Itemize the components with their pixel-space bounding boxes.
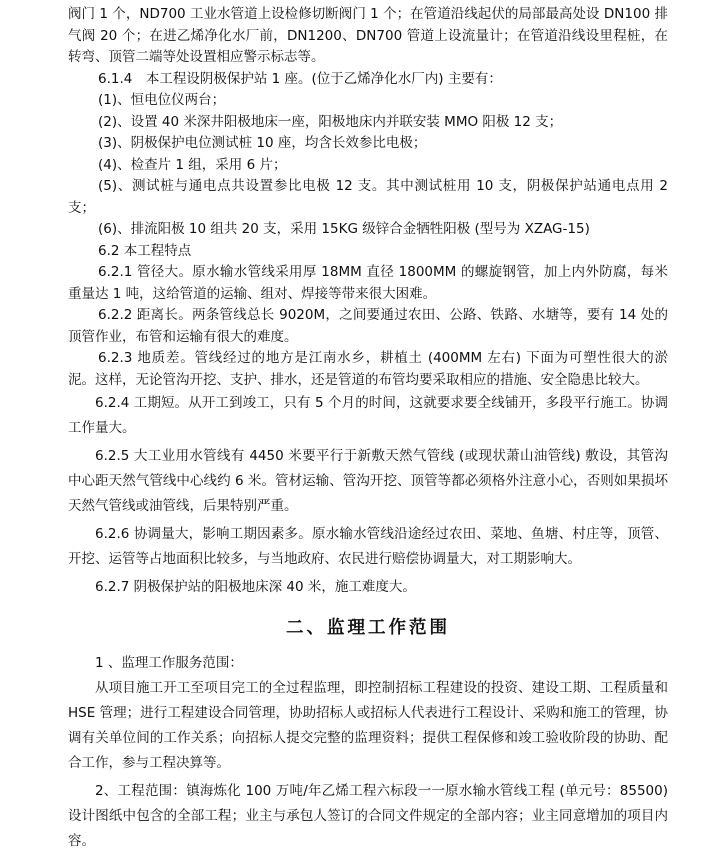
paragraph-6-2-2: 6.2.2 距离长。两条管线总长 9020M，之间要通过农田、公路、铁路、水塘等，要有 14 处的顶管作业，布管和运输有很大的难度。 [68, 307, 668, 345]
paragraph-valves: 阀门 1 个，ND700 工业水管道上设检修切断阀门 1 个；在管道沿线起伏的局部最高处设 DN100 排气阀 20 个；在进乙烯净化水厂前，DN1200、DN700 管道上设流量计；在管道沿线设里程桩，在转弯、顶管二端等处设置相应警示标志等。 [68, 6, 668, 65]
paragraph-6-2-7: 6.2.7 阴极保护站的阳极地床深 40 米，施工难度大。 [95, 579, 416, 595]
paragraph-6-2-6: 6.2.6 协调量大，影响工期因素多。原水输水管线沿途经过农田、菜地、鱼塘、村庄等，顶管、开挖、运管等占地面积比较多，与当地政府、农民进行赔偿协调量大，对工期影响大。 [68, 526, 668, 567]
list-item-1: (1)、恒电位仪两台； [98, 92, 226, 108]
list-item-5: (5)、测试桩与通电点共设置参比电极 12 支。其中测试桩用 10 支，阴极保护站通电点用 2 支； [68, 178, 668, 216]
list-item-6: (6)、排流阳极 10 组共 20 支，采用 15KG 级锌合金牺牲阳极 (型号为 XZAG-15) [98, 221, 590, 237]
section-heading: 二、监理工作范围 [286, 618, 450, 638]
paragraph-6-2-3: 6.2.3 地质差。管线经过的地方是江南水乡，耕植土 (400MM 左右) 下面为可塑性很大的淤泥。这样，无论管沟开挖、支护、排水，还是管道的布管均要采取相应的措施、安全隐患比较大。 [68, 350, 668, 388]
list-item-4: (4)、检查片 1 组，采用 6 片； [98, 156, 287, 173]
paragraph-6-2-5: 6.2.5 大工业用水管线有 4450 米要平行于新敷天然气管线 (或现状萧山油管线) 敷设，其管沟中心距天然气管线中心线约 6 米。管材运输、管沟开挖、顶管等都必须格外注意小心，否则如果损坏天然气管线或油管线，后果特别严重。 [68, 448, 668, 514]
scope-label: 1 、监理工作服务范围： [95, 655, 243, 671]
paragraph-6-2-4: 6.2.4 工期短。从开工到竣工，只有 5 个月的时间，这就要求要全线铺开，多段平行施工。协调工作量大。 [68, 395, 668, 436]
paragraph-6-1-4: 6.1.4 本工程设阴极保护站 1 座。(位于乙烯净化水厂内) 主要有： [98, 70, 502, 87]
section-6-2-title: 6.2 本工程特点 [98, 242, 192, 259]
list-item-3: (3)、阴极保护电位测试桩 10 座，均含长效参比电极； [98, 135, 427, 151]
paragraph-6-2-1: 6.2.1 管径大。原水输水管线采用厚 18MM 直径 1800MM 的螺旋钢管，加上内外防腐，每米重量达 1 吨，这给管道的运输、组对、焊接等带来很大困难。 [68, 264, 668, 302]
list-item-2: (2)、设置 40 米深井阳极地床一座，阳极地床内并联安装 MMO 阳极 12 支； [98, 113, 563, 130]
range-paragraph: 2、工程范围：镇海炼化 100 万吨/年乙烯工程六标段一一原水输水管线工程 (单元号：85500) 设计图纸中包含的全部工程；业主与承包人签订的合同文件规定的全部内容；业主同意增加的项目内容。 [68, 783, 668, 849]
scope-paragraph: 从项目施工开工至项目完工的全过程监理，即控制招标工程建设的投资、建设工期、工程质量和 HSE 管理；进行工程建设合同管理，协助招标人或招标人代表进行工程设计、采购和施工的管理，协调有关单位间的工作关系；向招标人提交完整的监理资料；提供工程保修和竣工验收阶段的协助、配合工作，参与工程决算等。 [68, 680, 668, 771]
